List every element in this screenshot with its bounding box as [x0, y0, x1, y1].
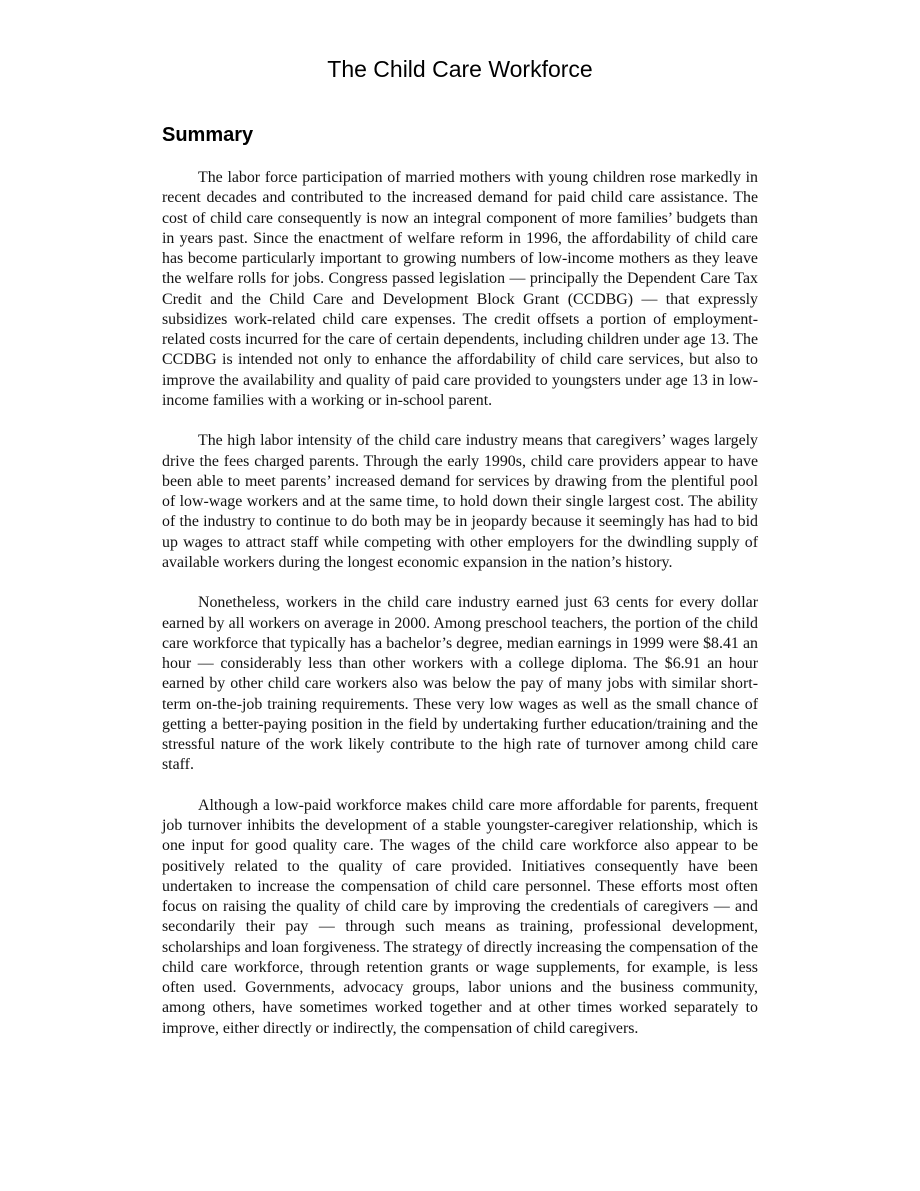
paragraph-earnings: Nonetheless, workers in the child care industry earned just 63 cents for every dollar earned by all workers on average in 2000. Among preschool teachers, the portion of the child care workforce that typically has a bachelor’s degree, median earnings in 1999 were $8.41 an hour — considerably less than other workers with a college diploma. The $6.91 an hour earned by other child care workers also was below the pay of many jobs with similar short-term on-the-job training requirements. These very low wages as well as the small chance of getting a better-paying position in the field by undertaking further education/training and the stressful nature of the work likely contribute to the high rate of turnover among child care staff. — [162, 594, 758, 774]
paragraph-labor-intensity: The high labor intensity of the child care industry means that caregivers’ wages largely drive the fees charged parents. Through the early 1990s, child care providers appear to have been able to meet parents’ increased demand for services by drawing from the plentiful pool of low-wage workers and at the same time, to hold down their single largest cost. The ability of the industry to continue to do both may be in jeopardy because it seemingly has had to bid up wages to attract staff while competing with other employers for the dwindling supply of available workers during the longest economic expansion in the nation’s history. — [162, 432, 758, 571]
paragraph-labor-force: The labor force participation of married mothers with young children rose markedly in recent decades and contributed to the increased demand for paid child care assistance. The cost of child care consequently is now an integral component of more families’ budgets than in years past. Since the enactment of welfare reform in 1996, the affordability of child care has become particularly important to growing numbers of low-income mothers as they leave the welfare rolls for jobs. Congress passed legislation — principally the Dependent Care Tax Credit and the Child Care and Development Block Grant (CCDBG) — that expressly subsidizes work-related child care expenses. The credit offsets a portion of employment-related costs incurred for the care of certain dependents, including children under age 13. The CCDBG is intended not only to enhance the affordability of child care services, but also to improve the availability and quality of paid care provided to youngsters under age 13 in low-income families with a working or in-school parent. — [162, 169, 758, 409]
document-title: The Child Care Workforce — [327, 56, 593, 82]
summary-body — [162, 168, 758, 1039]
section-heading-summary: Summary — [162, 124, 254, 146]
paragraph-compensation-initiatives: Although a low-paid workforce makes child care more affordable for parents, frequent job turnover inhibits the development of a stable youngster-caregiver relationship, which is one input for good quality care. The wages of the child care workforce also appear to be positively related to the quality of care provided. Initiatives consequently have been undertaken to increase the compensation of child care personnel. These efforts most often focus on raising the quality of child care by improving the credentials of caregivers — and secondarily their pay — through such means as training, professional development, scholarships and loan forgiveness. The strategy of directly increasing the compensation of the child care workforce, through retention grants or wage supplements, for example, is less often used. Governments, advocacy groups, labor unions and the business community, among others, have sometimes worked together and at other times worked separately to improve, either directly or indirectly, the compensation of child caregivers. — [162, 796, 758, 1037]
